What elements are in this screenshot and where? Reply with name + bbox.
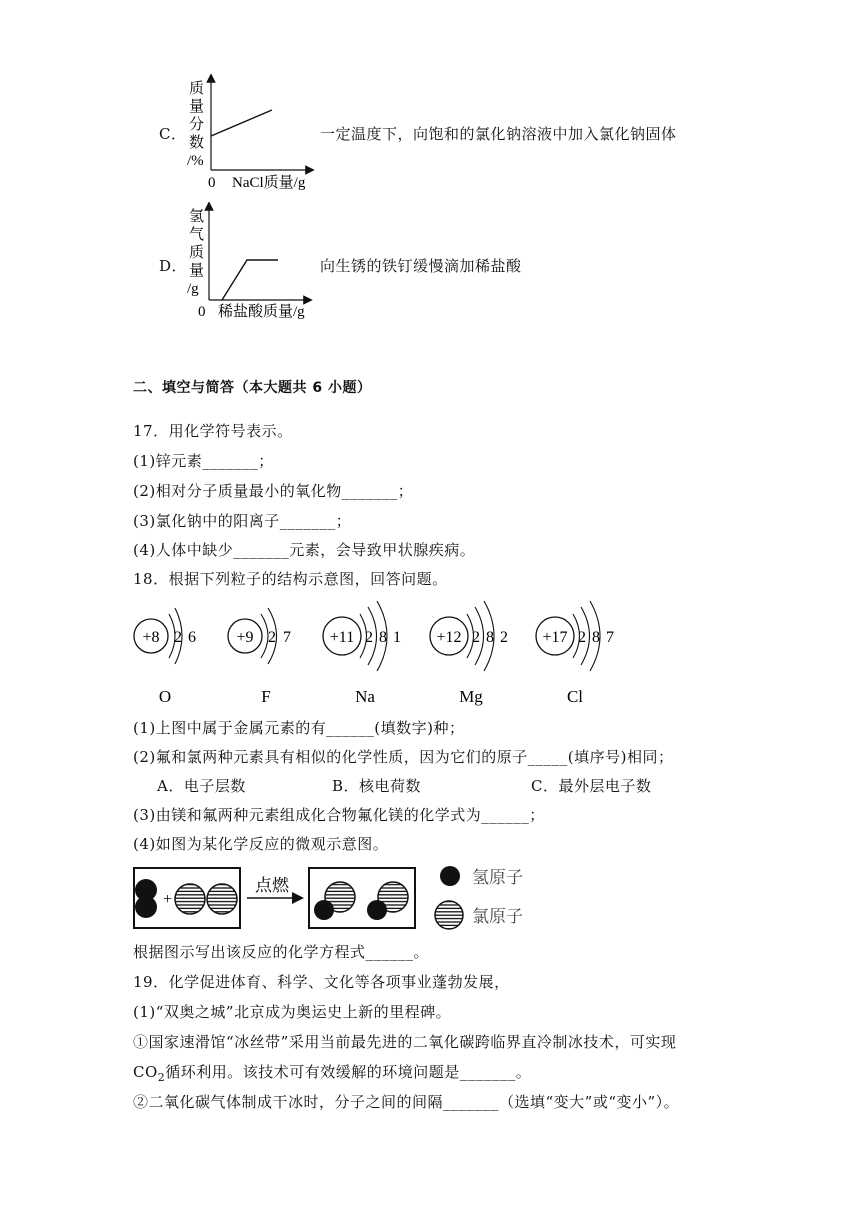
y-label-3: 质 — [189, 245, 205, 261]
q18-sub3: (3)由镁和氟两种元素组成化合物氟化镁的化学式为______； — [133, 806, 545, 824]
q18-sub2: (2)氟和氯两种元素具有相似的化学性质，因为它们的原子_____(填序号)相同； — [133, 748, 674, 766]
svg-text:2: 2 — [365, 629, 373, 646]
q19-p1b-text: 循环利用。该技术可有效缓解的环境问题是_______。 — [165, 1063, 532, 1081]
q19-p1b — [133, 1062, 531, 1088]
svg-text:7: 7 — [283, 629, 291, 646]
origin-label: 0 — [208, 175, 216, 191]
svg-text:2: 2 — [268, 629, 276, 646]
option-d-letter: D． — [159, 257, 188, 275]
svg-text:+8: +8 — [142, 629, 160, 646]
graph-d-line — [222, 260, 278, 300]
q17-item-4: (4)人体中缺少_______元素，会导致甲状腺疾病。 — [133, 541, 476, 559]
svg-text:8: 8 — [486, 629, 494, 646]
option-c-desc: 一定温度下，向饱和的氯化钠溶液中加入氯化钠固体 — [320, 125, 677, 143]
legend-h-label: 氢原子 — [472, 868, 523, 887]
reaction-diagram — [125, 860, 535, 938]
q18-stem: 18．根据下列粒子的结构示意图，回答问题。 — [133, 570, 448, 588]
atom-o — [134, 608, 196, 706]
q17-stem: 17．用化学符号表示。 — [133, 422, 293, 440]
svg-text:Mg: Mg — [459, 687, 483, 706]
svg-text:+17: +17 — [542, 629, 568, 646]
svg-text:F: F — [261, 687, 271, 706]
q19-p2: ②二氧化碳气体制成干冰时，分子之间的间隔_______（选填“变大”或“变小”）。 — [133, 1093, 680, 1111]
q18-sub4: (4)如图为某化学反应的微观示意图。 — [133, 835, 389, 853]
graph-d — [180, 202, 330, 322]
legend-cl-label: 氯原子 — [472, 907, 523, 926]
svg-text:+12: +12 — [436, 629, 462, 646]
co2-subscript: 2 — [157, 1071, 166, 1084]
reaction-condition: 点燃 — [255, 876, 289, 895]
co2-formula: CO — [133, 1063, 158, 1081]
y-label-1: 质 — [189, 81, 205, 97]
svg-text:2: 2 — [472, 629, 480, 646]
legend-cl-icon — [435, 901, 463, 929]
y-label-5: /g — [187, 281, 199, 297]
atom-diagrams — [125, 598, 635, 713]
svg-text:8: 8 — [592, 629, 600, 646]
q19-sub1: (1)“双奥之城”北京成为奥运史上新的里程碑。 — [133, 1003, 452, 1021]
section-title: 二、填空与简答（本大题共 6 小题） — [133, 380, 372, 396]
h-atom — [367, 900, 387, 920]
svg-text:+9: +9 — [236, 629, 254, 646]
q18-choice-c: C．最外层电子数 — [531, 777, 652, 795]
q18-sub4b: 根据图示写出该反应的化学方程式______。 — [133, 943, 430, 961]
q17-item-2: (2)相对分子质量最小的氧化物_______； — [133, 482, 414, 500]
atom-mg — [430, 601, 508, 706]
atom-f — [228, 608, 291, 706]
svg-text:1: 1 — [393, 629, 401, 646]
svg-text:O: O — [158, 687, 172, 706]
q18-sub1: (1)上图中属于金属元素的有______(填数字)种； — [133, 719, 465, 737]
q17-item-1: (1)锌元素_______； — [133, 452, 274, 470]
graph-c-line — [211, 110, 272, 136]
legend-h-icon — [440, 866, 460, 886]
q17-item-3: (3)氯化钠中的阳离子_______； — [133, 512, 352, 530]
graph-c — [180, 74, 330, 192]
h-atom — [135, 896, 157, 918]
q19-p1a: ①国家速滑馆“冰丝带”采用当前最先进的二氧化碳跨临界直冷制冰技术，可实现 — [133, 1033, 677, 1051]
svg-text:8: 8 — [379, 629, 387, 646]
y-label-4: 数 — [189, 135, 205, 151]
atom-cl — [536, 601, 614, 706]
x-label: 稀盐酸质量/g — [218, 304, 305, 320]
q18-choice-b: B．核电荷数 — [332, 777, 422, 795]
cl-atom — [207, 884, 237, 914]
y-label-5: /% — [187, 153, 204, 169]
y-label-2: 气 — [189, 227, 205, 243]
plus-sign: + — [163, 891, 173, 908]
q19-stem: 19．化学促进体育、科学、文化等各项事业蓬勃发展， — [133, 973, 510, 991]
h-atom — [314, 900, 334, 920]
svg-text:6: 6 — [188, 629, 196, 646]
y-label-1: 氢 — [189, 209, 205, 225]
option-c-letter: C． — [159, 125, 187, 143]
y-label-4: 量 — [189, 263, 205, 279]
svg-text:Cl: Cl — [566, 687, 584, 706]
svg-text:7: 7 — [606, 629, 614, 646]
svg-text:Na: Na — [355, 687, 375, 706]
svg-text:2: 2 — [500, 629, 508, 646]
option-d-desc: 向生锈的铁钉缓慢滴加稀盐酸 — [320, 257, 522, 275]
atom-na — [323, 601, 401, 706]
y-label-3: 分 — [189, 117, 205, 133]
svg-text:+11: +11 — [329, 629, 355, 646]
origin-label: 0 — [198, 304, 206, 320]
cl-atom — [175, 884, 205, 914]
svg-text:2: 2 — [578, 629, 586, 646]
q18-choice-a: A．电子层数 — [157, 777, 246, 795]
y-label-2: 量 — [189, 99, 205, 115]
x-label: NaCl质量/g — [232, 175, 306, 191]
svg-text:2: 2 — [174, 629, 182, 646]
